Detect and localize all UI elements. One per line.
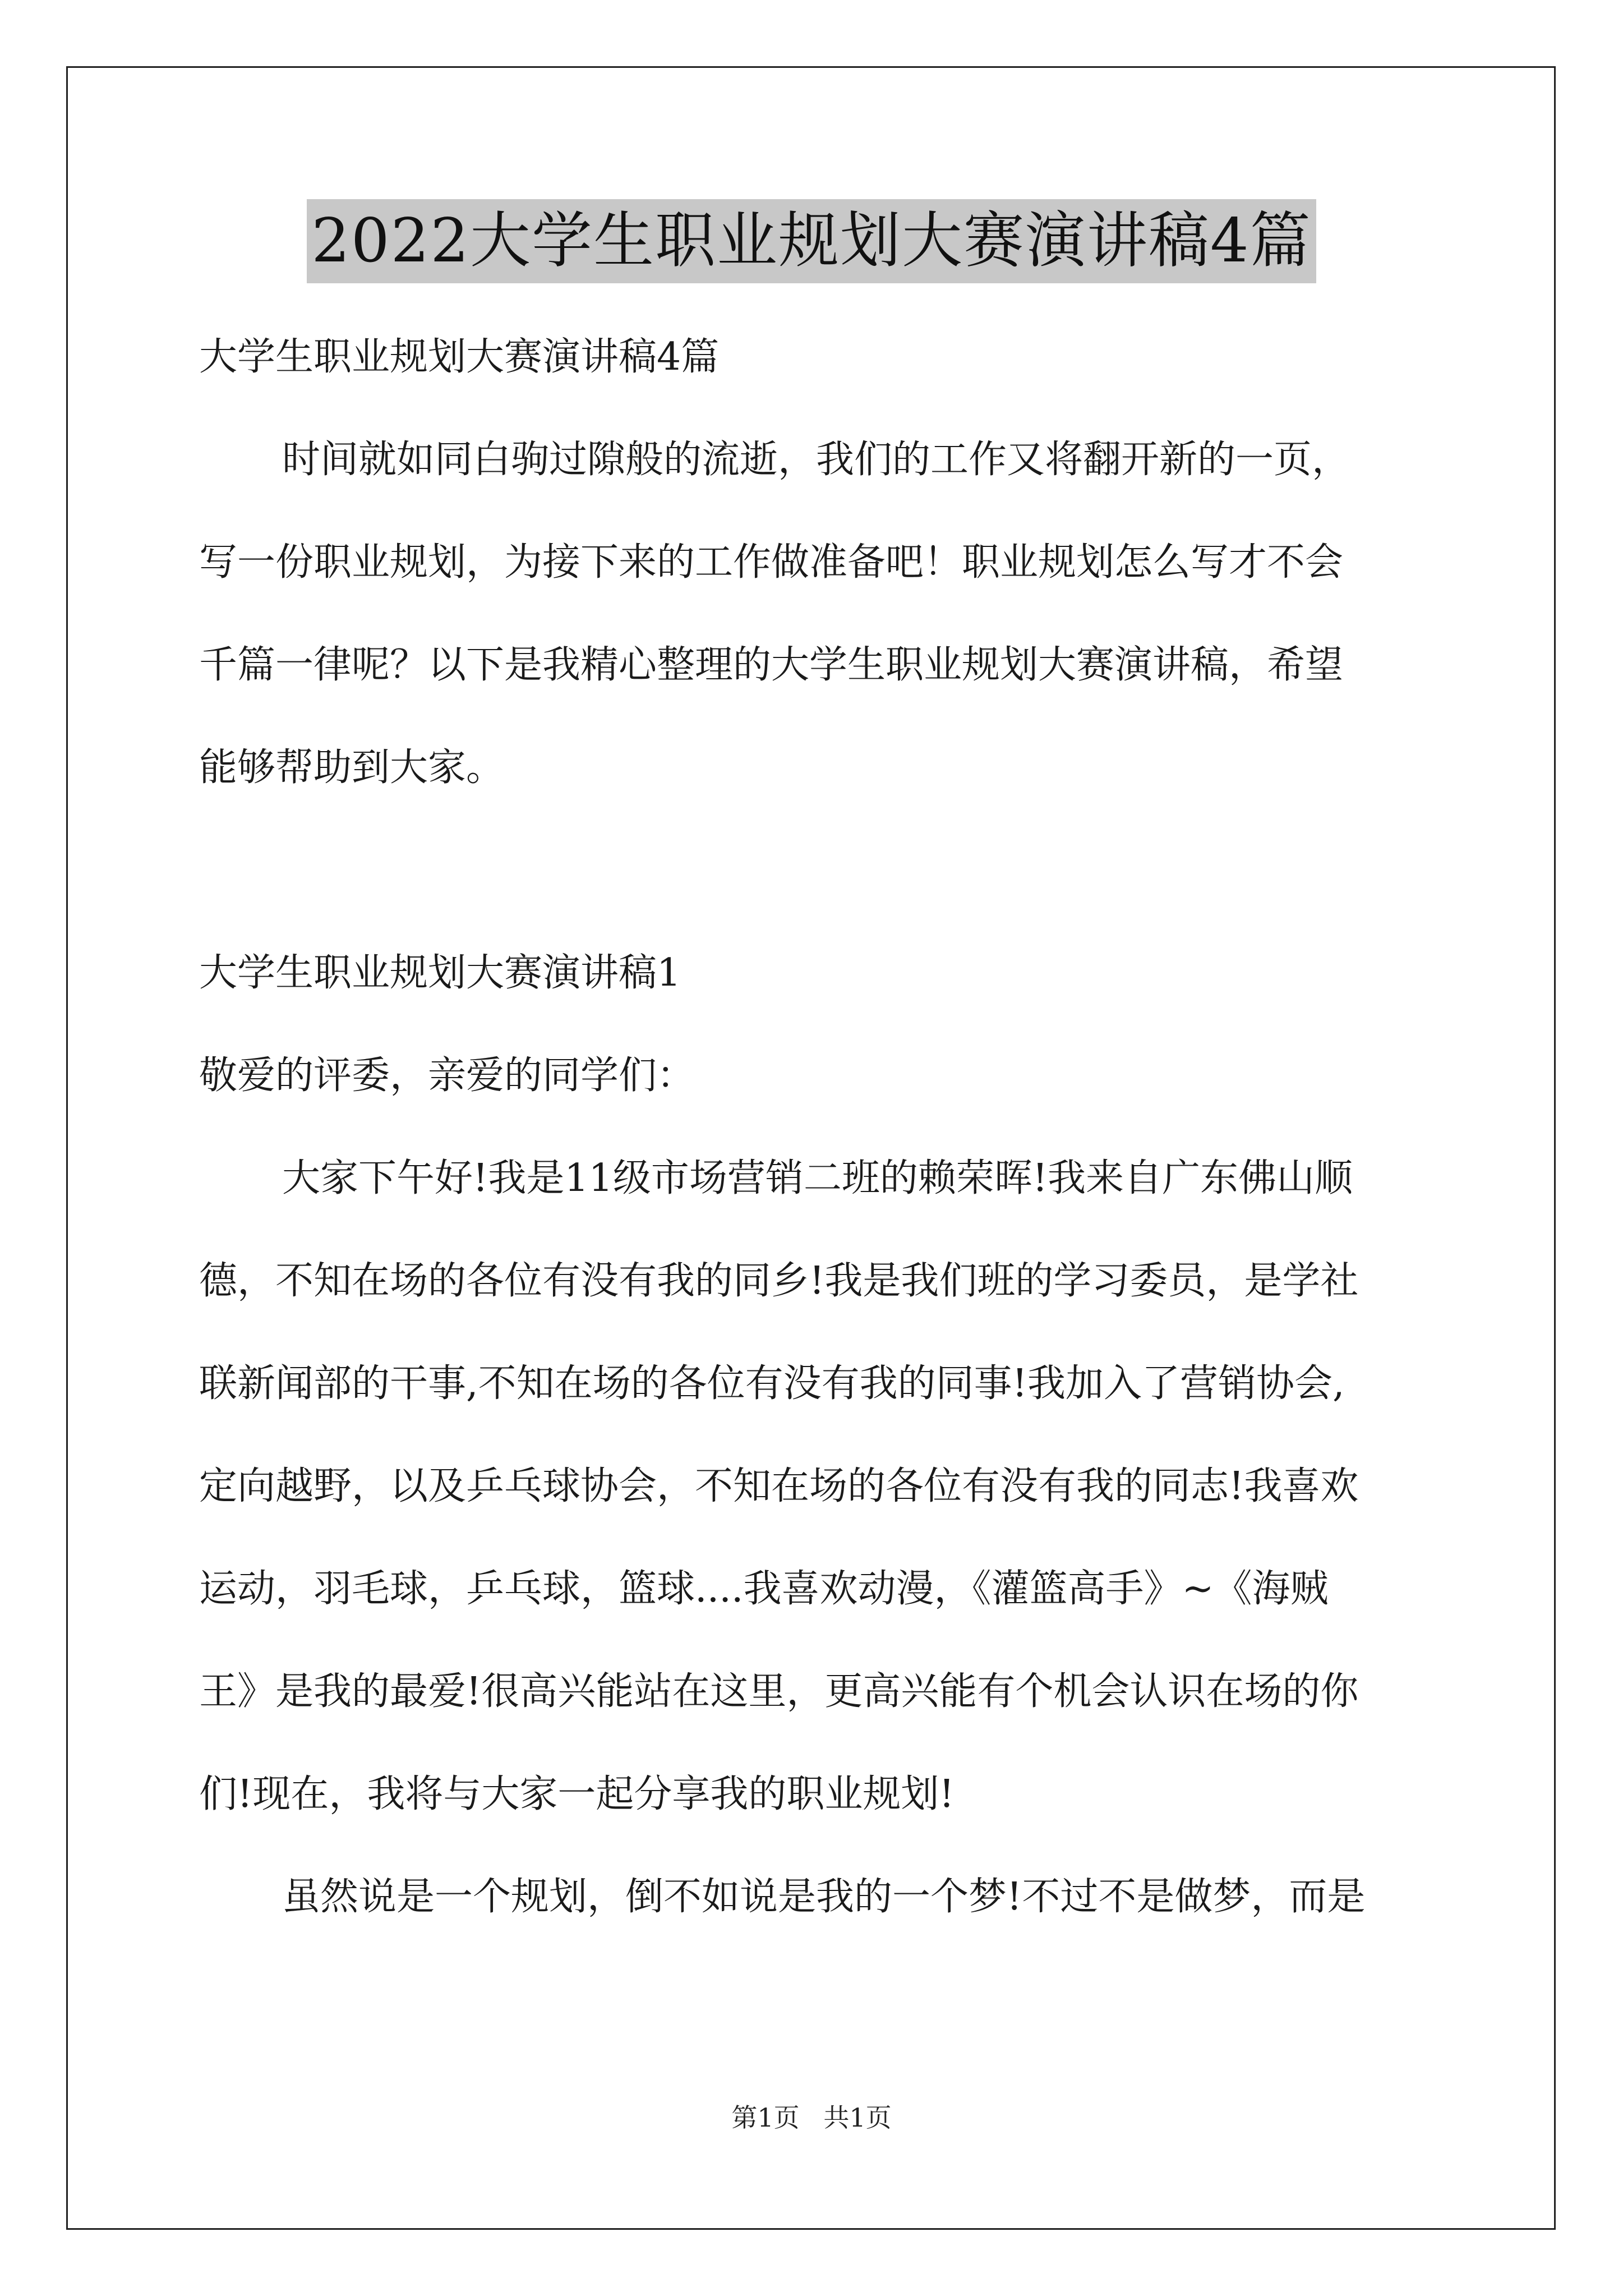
- intro-line: 时间就如同白驹过隙般的流逝，我们的工作又将翻开新的一页，: [282, 438, 1350, 482]
- para1-line: 定向越野，以及乒乓球协会，不知在场的各位有没有我的同志!我喜欢: [199, 1464, 1359, 1508]
- title-container: [0, 199, 1623, 283]
- para1-line: 王》是我的最爱!很高兴能站在这里，更高兴能有个机会认识在场的你: [199, 1669, 1359, 1714]
- intro-line: 写一份职业规划，为接下来的工作做准备吧！职业规划怎么写才不会: [199, 540, 1344, 585]
- page-number-total: 共1页: [823, 2102, 892, 2133]
- para1-line: 们!现在，我将与大家一起分享我的职业规划!: [199, 1772, 955, 1816]
- section-heading: 大学生职业规划大赛演讲稿1: [199, 951, 681, 995]
- document-subtitle: 大学生职业规划大赛演讲稿4篇: [199, 335, 720, 379]
- para2-line: 虽然说是一个规划，倒不如说是我的一个梦!不过不是做梦，而是: [282, 1875, 1366, 1919]
- para1-line: 联新闻部的干事,不知在场的各位有没有我的同事!我加入了营销协会,: [199, 1361, 1345, 1406]
- page-number-current: 第1页: [731, 2102, 800, 2133]
- document-body: [199, 306, 1433, 1948]
- document-title: 2022大学生职业规划大赛演讲稿4篇: [307, 199, 1316, 283]
- paragraph-gap: [199, 819, 1433, 922]
- para1-line: 德，不知在场的各位有没有我的同乡!我是我们班的学习委员，是学社: [199, 1259, 1359, 1303]
- para1-line: 大家下午好!我是11级市场营销二班的赖荣晖!我来自广东佛山顺: [282, 1156, 1353, 1200]
- para1-line: 运动，羽毛球，乒乓球，篮球....我喜欢动漫，《灌篮高手》~《海贼: [199, 1567, 1329, 1611]
- salutation: 敬爱的评委，亲爱的同学们：: [199, 1053, 695, 1098]
- intro-line: 千篇一律呢？以下是我精心整理的大学生职业规划大赛演讲稿，希望: [199, 643, 1344, 687]
- intro-line: 能够帮助到大家。: [199, 746, 505, 790]
- page-footer: [0, 2101, 1623, 2134]
